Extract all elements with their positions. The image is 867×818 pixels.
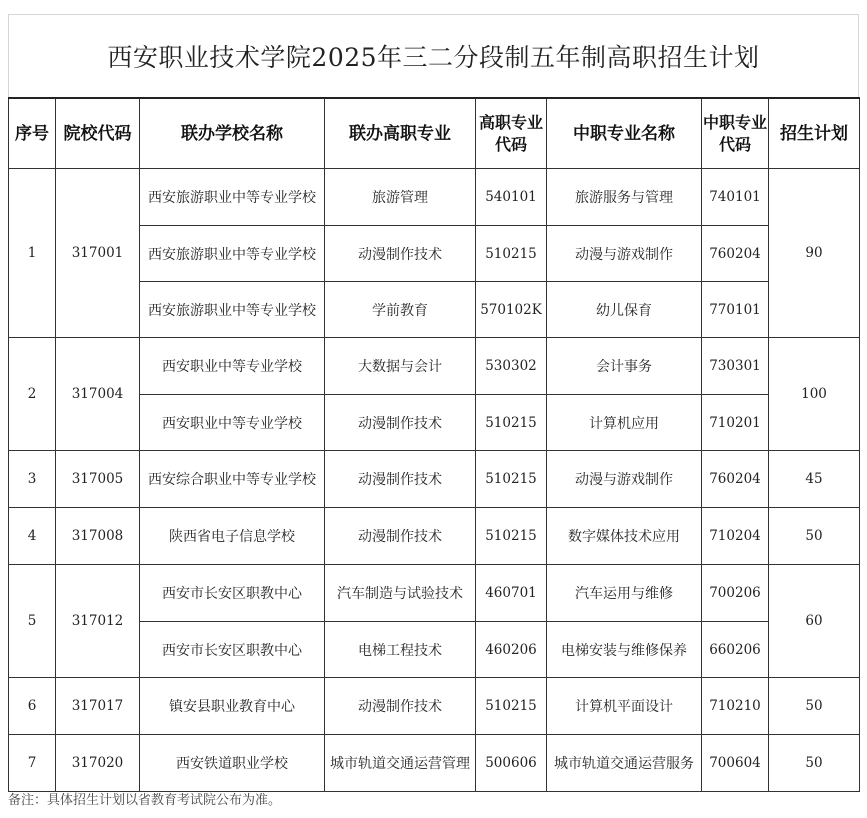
table-row xyxy=(9,565,860,622)
cell-sec-major: 幼儿保育 xyxy=(547,282,702,338)
cell-major: 动漫制作技术 xyxy=(325,678,476,735)
header-college-code: 院校代码 xyxy=(56,98,140,169)
header-sec-major: 中职专业名称 xyxy=(547,98,702,169)
table-header-row xyxy=(9,98,860,169)
cell-sec-code: 740101 xyxy=(702,169,769,226)
header-sec-code-line2: 代码 xyxy=(718,134,751,154)
cell-major-code: 570102K xyxy=(476,282,547,338)
cell-sec-code: 730301 xyxy=(702,338,769,395)
cell-college-code: 317017 xyxy=(56,678,140,735)
cell-major: 旅游管理 xyxy=(325,169,476,226)
cell-seq: 4 xyxy=(9,508,56,565)
cell-major: 电梯工程技术 xyxy=(325,622,476,678)
cell-school: 西安铁道职业学校 xyxy=(140,735,325,792)
cell-major-code: 510215 xyxy=(476,508,547,565)
cell-sec-code: 760204 xyxy=(702,451,769,508)
cell-sec-major: 城市轨道交通运营服务 xyxy=(547,735,702,792)
cell-major-code: 530302 xyxy=(476,338,547,395)
cell-seq: 2 xyxy=(9,338,56,451)
header-seq: 序号 xyxy=(9,98,56,169)
cell-seq: 1 xyxy=(9,169,56,338)
cell-seq: 6 xyxy=(9,678,56,735)
header-major: 联办高职专业 xyxy=(325,98,476,169)
cell-college-code: 317005 xyxy=(56,451,140,508)
cell-major-code: 510215 xyxy=(476,395,547,451)
cell-plan: 90 xyxy=(769,169,860,338)
cell-sec-major: 汽车运用与维修 xyxy=(547,565,702,622)
cell-sec-code: 660206 xyxy=(702,622,769,678)
cell-major: 动漫制作技术 xyxy=(325,395,476,451)
cell-school: 西安市长安区职教中心 xyxy=(140,565,325,622)
cell-plan: 45 xyxy=(769,451,860,508)
cell-school: 西安市长安区职教中心 xyxy=(140,622,325,678)
table-body xyxy=(9,169,860,792)
cell-major-code: 510215 xyxy=(476,226,547,282)
header-plan: 招生计划 xyxy=(769,98,860,169)
table-row xyxy=(9,678,860,735)
header-major-code xyxy=(476,98,547,169)
enrollment-plan-sheet xyxy=(8,14,859,792)
cell-major-code: 540101 xyxy=(476,169,547,226)
header-major-code-line2: 代码 xyxy=(494,134,527,154)
cell-major: 动漫制作技术 xyxy=(325,226,476,282)
cell-major-code: 510215 xyxy=(476,678,547,735)
cell-sec-major: 旅游服务与管理 xyxy=(547,169,702,226)
cell-sec-major: 数字媒体技术应用 xyxy=(547,508,702,565)
header-sec-code-line1: 中职专业 xyxy=(702,112,767,132)
cell-school: 西安职业中等专业学校 xyxy=(140,395,325,451)
cell-sec-code: 710210 xyxy=(702,678,769,735)
cell-plan: 50 xyxy=(769,678,860,735)
cell-school: 西安职业中等专业学校 xyxy=(140,338,325,395)
cell-school: 西安综合职业中等专业学校 xyxy=(140,451,325,508)
cell-sec-code: 710204 xyxy=(702,508,769,565)
cell-major-code: 460206 xyxy=(476,622,547,678)
cell-sec-code: 770101 xyxy=(702,282,769,338)
header-sec-code xyxy=(702,98,769,169)
cell-sec-major: 动漫与游戏制作 xyxy=(547,226,702,282)
table-row xyxy=(9,735,860,792)
cell-seq: 3 xyxy=(9,451,56,508)
cell-major: 动漫制作技术 xyxy=(325,451,476,508)
cell-plan: 50 xyxy=(769,735,860,792)
enrollment-plan-table xyxy=(8,97,860,792)
footnote: 备注：具体招生计划以省教育考试院公布为准。 xyxy=(8,793,282,808)
cell-sec-code: 760204 xyxy=(702,226,769,282)
cell-major-code: 500606 xyxy=(476,735,547,792)
cell-college-code: 317020 xyxy=(56,735,140,792)
table-row xyxy=(9,169,860,226)
cell-school: 陕西省电子信息学校 xyxy=(140,508,325,565)
cell-sec-major: 计算机平面设计 xyxy=(547,678,702,735)
cell-major: 学前教育 xyxy=(325,282,476,338)
cell-sec-major: 动漫与游戏制作 xyxy=(547,451,702,508)
cell-school: 西安旅游职业中等专业学校 xyxy=(140,226,325,282)
cell-plan: 60 xyxy=(769,565,860,678)
cell-major: 大数据与会计 xyxy=(325,338,476,395)
cell-major: 城市轨道交通运营管理 xyxy=(325,735,476,792)
header-school-name: 联办学校名称 xyxy=(140,98,325,169)
cell-school: 镇安县职业教育中心 xyxy=(140,678,325,735)
cell-sec-major: 计算机应用 xyxy=(547,395,702,451)
cell-plan: 50 xyxy=(769,508,860,565)
cell-sec-code: 710201 xyxy=(702,395,769,451)
cell-sec-code: 700206 xyxy=(702,565,769,622)
cell-sec-major: 会计事务 xyxy=(547,338,702,395)
cell-college-code: 317012 xyxy=(56,565,140,678)
cell-college-code: 317008 xyxy=(56,508,140,565)
cell-major-code: 460701 xyxy=(476,565,547,622)
cell-school: 西安旅游职业中等专业学校 xyxy=(140,169,325,226)
cell-major-code: 510215 xyxy=(476,451,547,508)
cell-plan: 100 xyxy=(769,338,860,451)
table-row xyxy=(9,508,860,565)
cell-major: 动漫制作技术 xyxy=(325,508,476,565)
cell-seq: 7 xyxy=(9,735,56,792)
cell-sec-major: 电梯安装与维修保养 xyxy=(547,622,702,678)
document-title: 西安职业技术学院2025年三二分段制五年制高职招生计划 xyxy=(8,14,859,97)
table-row xyxy=(9,451,860,508)
cell-sec-code: 700604 xyxy=(702,735,769,792)
header-major-code-line1: 高职专业 xyxy=(478,112,543,132)
cell-school: 西安旅游职业中等专业学校 xyxy=(140,282,325,338)
cell-college-code: 317001 xyxy=(56,169,140,338)
cell-seq: 5 xyxy=(9,565,56,678)
table-row xyxy=(9,338,860,395)
cell-major: 汽车制造与试验技术 xyxy=(325,565,476,622)
cell-college-code: 317004 xyxy=(56,338,140,451)
